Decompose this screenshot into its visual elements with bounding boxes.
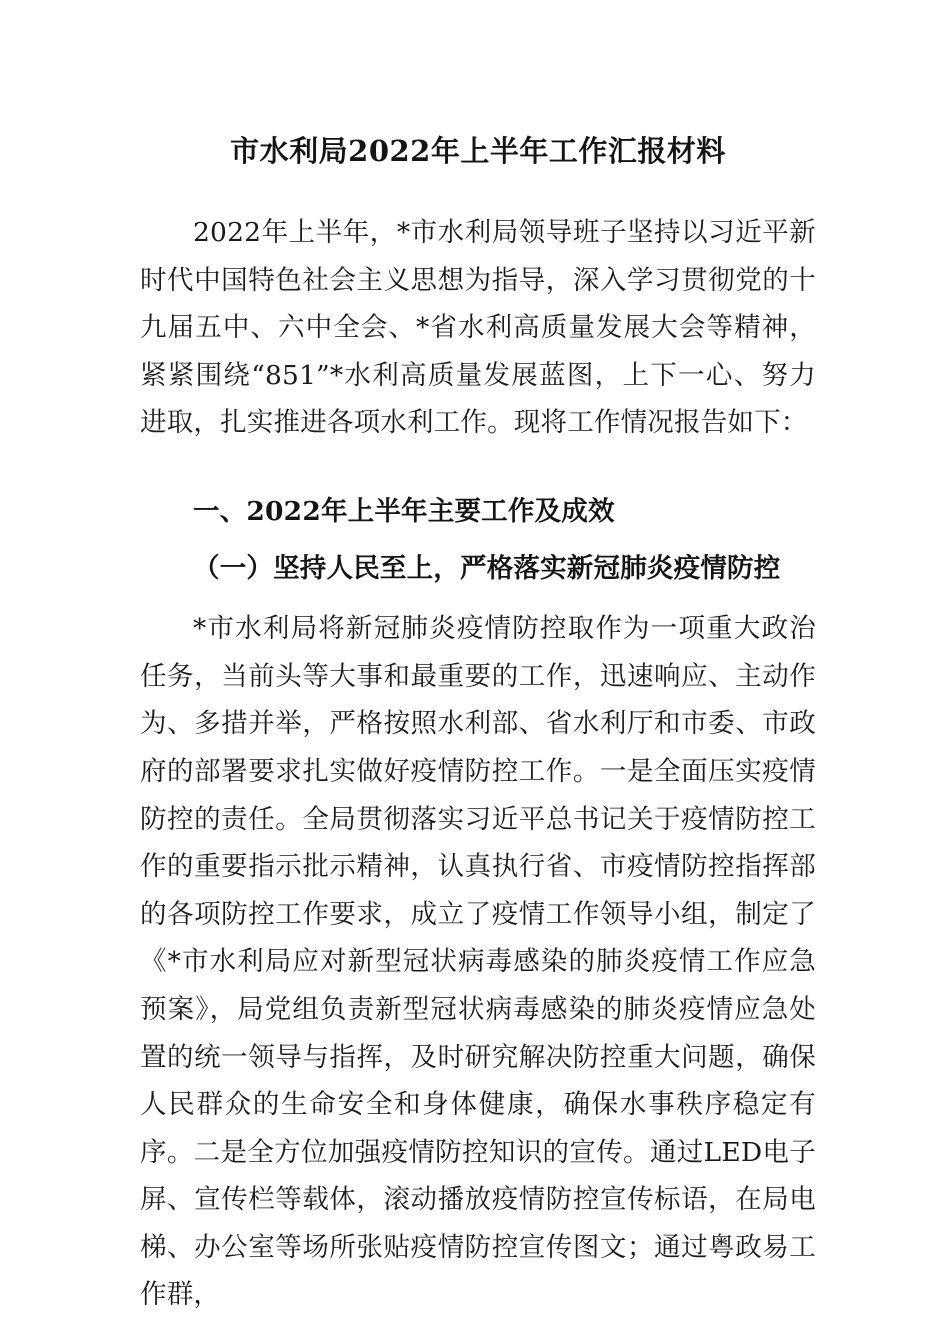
lead-paragraph: 2022年上半年，*市水利局领导班子坚持以习近平新时代中国特色社会主义思想为指导，深入学习贯彻党的十九届五中、六中全会、*省水利高质量发展大会等精神，紧紧围绕“851”*水利高质量发展蓝图，上下一心、努力进取，扎实推进各项水利工作。现将工作情况报告如下： bbox=[140, 217, 816, 439]
section-heading-one: 一、2022年上半年主要工作及成效 bbox=[193, 495, 615, 527]
document-body bbox=[140, 0, 816, 1319]
body-paragraph: *市水利局将新冠肺炎疫情防控取作为一项重大政治任务，当前头等大事和最重要的工作，迅速响应、主动作为、多措并举，严格按照水利部、省水利厅和市委、市政府的部署要求扎实做好疫情防控工作。一是全面压实疫情防控的责任。全局贯彻落实习近平总书记关于疫情防控工作的重要指示批示精神，认真执行省、市疫情防控指挥部的各项防控工作要求，成立了疫情工作领导小组，制定了《*市水利局应对新型冠状病毒感染的肺炎疫情工作应急预案》，局党组负责新型冠状病毒感染的肺炎疫情应急处置的统一领导与指挥，及时研究解决防控重大问题，确保人民群众的生命安全和身体健康，确保水事秩序稳定有序。二是全方位加强疫情防控知识的宣传。通过LED电子屏、宣传栏等载体，滚动播放疫情防控宣传标语，在局电梯、办公室等场所张贴疫情防控宣传图文；通过粤政易工作群， bbox=[140, 613, 816, 1311]
subsection-heading-one: （一）坚持人民至上，严格落实新冠肺炎疫情防控 bbox=[193, 552, 781, 584]
page-title: 市水利局2022年上半年工作汇报材料 bbox=[230, 134, 726, 168]
